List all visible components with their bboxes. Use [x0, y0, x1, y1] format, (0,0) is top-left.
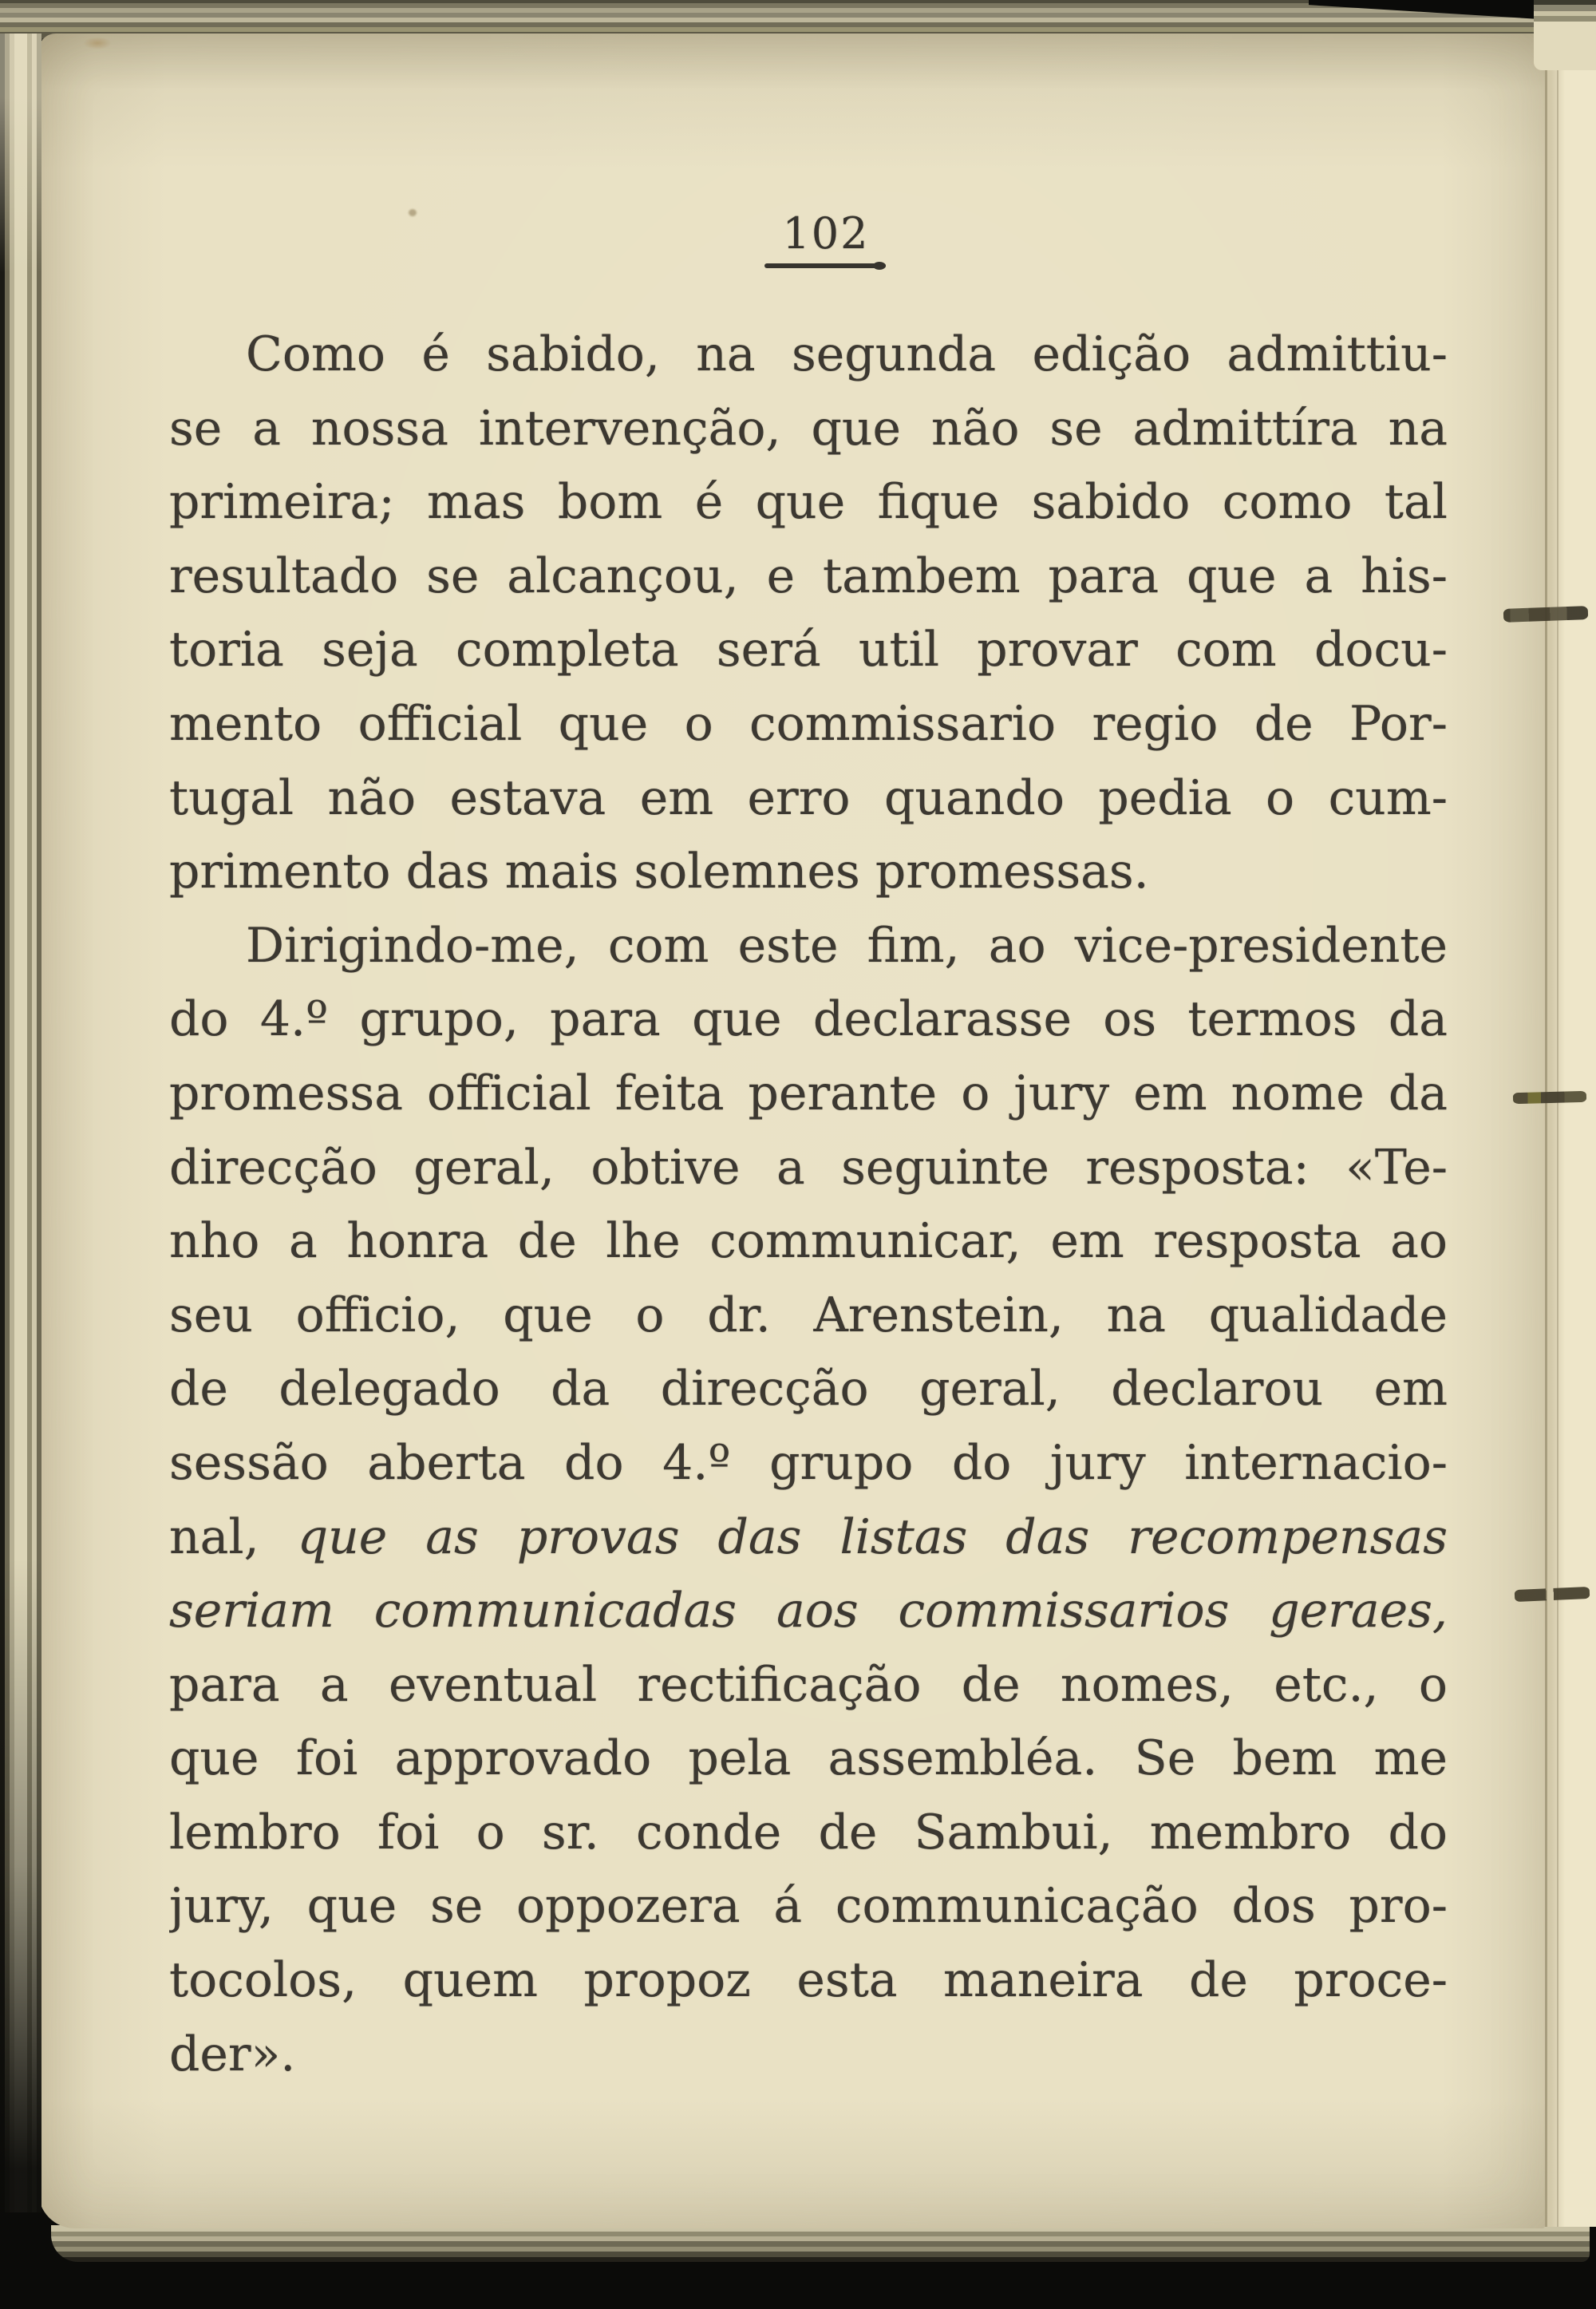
ink-mark	[1513, 1091, 1586, 1104]
text-line	[169, 613, 1448, 687]
text-segment: do 4.º grupo, para que declarasse os termos da	[169, 991, 1448, 1048]
text-segment: tugal não estava em erro quando pedia o cum-	[169, 769, 1448, 826]
text-line	[169, 540, 1448, 614]
text-line	[169, 392, 1448, 466]
italic-segment: seriam communicadas aos commissarios geraes,	[169, 1583, 1448, 1639]
text-segment: lembro foi o sr. conde de Sambui, membro do	[169, 1804, 1448, 1860]
text-line	[169, 687, 1448, 761]
text-line	[169, 1943, 1448, 2018]
text-line	[169, 835, 1448, 909]
page-number-rule-dot	[873, 262, 886, 270]
age-spot	[409, 209, 417, 216]
text-segment: jury, que se oppozera á communicação dos pro-	[169, 1878, 1448, 1935]
text-segment: mento official que o commissario regio de Por-	[169, 695, 1448, 752]
text-segment: seu officio, que o dr. Arenstein, na qualidade	[169, 1287, 1448, 1343]
text-line	[169, 1648, 1448, 1722]
text-line	[169, 1500, 1448, 1575]
text-line	[169, 2018, 1448, 2092]
text-line	[169, 1352, 1448, 1426]
text-segment: der».	[169, 2026, 296, 2082]
text-line	[169, 1204, 1448, 1279]
text-block	[169, 318, 1448, 2091]
text-line	[169, 1426, 1448, 1500]
text-line	[169, 318, 1448, 392]
bottom-page-stack-edges	[51, 2225, 1590, 2262]
text-line	[169, 1131, 1448, 1205]
text-segment: sessão aberta do 4.º grupo do jury internacio-	[169, 1434, 1448, 1491]
text-segment: de delegado da direcção geral, declarou em	[169, 1361, 1448, 1417]
text-segment: Dirigindo-me, com este fim, ao vice-presidente	[246, 917, 1448, 974]
text-segment: que foi approvado pela assembléa. Se bem me	[169, 1730, 1448, 1787]
text-line	[169, 1279, 1448, 1353]
text-line	[169, 465, 1448, 540]
text-segment: nal,	[169, 1508, 298, 1565]
age-spot	[83, 37, 112, 49]
text-line	[169, 1574, 1448, 1648]
text-line	[169, 1722, 1448, 1796]
text-segment: toria seja completa será util provar com docu-	[169, 622, 1448, 678]
text-segment: tocolos, quem propoz esta maneira de proce-	[169, 1952, 1448, 2009]
text-segment: direcção geral, obtive a seguinte resposta: «Te-	[169, 1139, 1448, 1196]
text-line	[169, 983, 1448, 1057]
page-fore-edges-left	[0, 34, 41, 2212]
text-segment: promessa official feita perante o jury em nome da	[169, 1065, 1448, 1121]
facing-page-corner	[1534, 0, 1596, 70]
text-line	[169, 909, 1448, 983]
text-segment: primeira; mas bom é que fique sabido como tal	[169, 474, 1448, 531]
text-segment: se a nossa intervenção, que não se admittíra na	[169, 400, 1448, 457]
page-crease	[1557, 43, 1558, 2227]
adjacent-page-edge	[1545, 43, 1596, 2227]
text-segment: nho a honra de lhe communicar, em resposta ao	[169, 1213, 1448, 1270]
text-segment: primento das mais solemnes promessas.	[169, 844, 1149, 900]
text-segment: resultado se alcançou, e tambem para que a his-	[169, 548, 1448, 604]
text-segment: Como é sabido, na segunda edição admittiu-	[246, 326, 1448, 382]
italic-segment: que as provas das listas das recompensas	[297, 1508, 1448, 1565]
text-line	[169, 1796, 1448, 1870]
text-line	[169, 1869, 1448, 1943]
page-number: 102	[782, 208, 870, 259]
text-line	[169, 761, 1448, 836]
page-number-rule	[764, 263, 886, 268]
text-line	[169, 1057, 1448, 1131]
text-segment: para a eventual rectificação de nomes, etc., o	[169, 1656, 1448, 1713]
